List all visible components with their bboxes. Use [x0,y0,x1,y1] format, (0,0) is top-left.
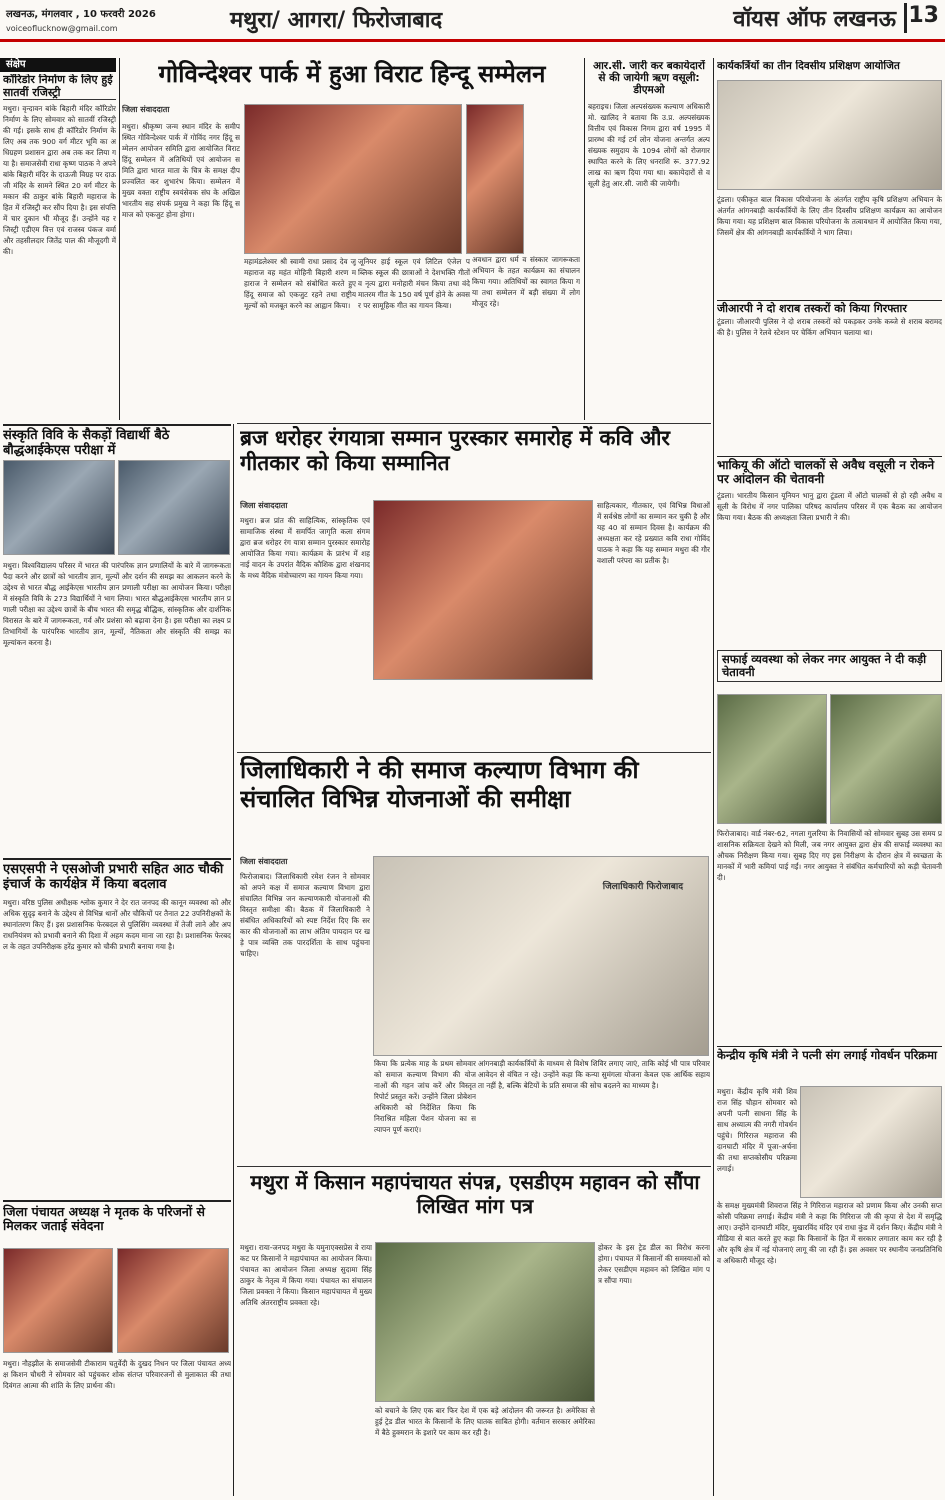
headline: जीआरपी ने दो शराब तस्करों को किया गिरफ्तार [717,300,942,316]
section-label: संक्षेप [0,58,116,72]
body: महामंडलेश्वर श्री स्वामी राधा प्रसाद देव जू महाराज वह महंत मोहिनी बिहारी शरण महाराज ने सम्मेलन को संबोधित करते हुए हिंदू समाज को एकजुट रहने तथा राष्ट्रीय मूल्यों को मजबूत करने का आह्वान किया। [244,257,356,310]
top-col4 [472,104,580,420]
body: फिरोजाबाद। जिलाधिकारी रमेश रंजन ने सोमवार को अपने कक्ष में समाज कल्याण विभाग द्वारा संचालित विभिन्न जन कल्याणकारी योजनाओं की विस्तृत समीक्षा की। बैठक में जिलाधिकारी ने संबंधित अधिकारियों को स्पष्ट निर्देश दिए कि सरकार की योजनाओं का लाभ अंतिम पायदान पर खड़े पात्र व्यक्ति तक पारदर्शिता के साथ पहुंचना चाहिए। [240,872,370,958]
body: बहराइच। जिला अल्पसंख्यक कल्याण अधिकारी मो. खालिद ने बताया कि उ.प्र. अल्पसंख्यक वित्तीय एवं विकास निगम द्वारा वर्ष 1995 में प्रारम्भ की गई टर्म लोन योजना अन्तर्गत अल्पसंख्यक समुदाय के 1094 लोगों को रोजगार स्थापित करने के लिए धनराशि रू. 377.92 लाख का ऋण दिया गया था। बकायेदारों से वसूली हेतु आर.सी. जारी की जायेगी। [588,102,710,189]
newspaper-brand: वॉयस ऑफ लखनऊ [733,3,907,33]
train-head [717,60,942,80]
dateline: लखनऊ, मंगलवार , 10 फरवरी 2026 [6,9,156,20]
kisan-col1 [240,1242,372,1496]
body: साहित्यकार, गीतकार, एवं विभिन्न विधाओं में सर्वश्रेष्ठ लोगों का सम्मान कर चुकी है और यह 40 वां सम्मान दिवस है। कार्यक्रम की अध्यक्षता कर रहे प्रख्यात कवि राधा गोविंद पाठक ने कहा कि यह सम्मान मथुरा की गौरवशाली परंपरा का प्रतीक है। [597,501,710,565]
govardhan-body [717,1086,797,1196]
body: मथुरा। केंद्रीय कृषि मंत्री शिवराज सिंह चौहान सोमवार को अपनी पत्नी साधना सिंह के साथ अध्यात्म की नगरी गोवर्धन पहुंचे। गिरिराज महाराज की दानघाटी मंदिर में पूजा-अर्चना की तथा सप्तकोसीय परिक्रमा लगाई। [717,1087,797,1173]
byline: जिला संवाददाता [122,105,170,114]
byline: जिला संवाददाता [240,501,288,510]
dm-col2 [240,1058,476,1163]
body: होकर के इस ट्रेड डील का विरोध करना होगा। पंचायत में किसानों की समस्याओं को लेकर एसडीएम महावन को लिखित मांग पत्र सौंपा गया। [598,1243,710,1285]
dm-col3 [478,1058,710,1163]
story-rc [588,60,710,420]
headline: आर.सी. जारी कर बकायेदारों से की जायेगी ऋण वसूली: डीएमओ [593,60,705,97]
kisan-col2 [375,1405,595,1496]
body: को बचाने के लिए एक बार फिर देश में एक बड़े आंदोलन की जरूरत है। अमेरिका से हुई ट्रेड डील भारत के किसानों के लिए घातक साबित होगी। वर्तमान सरकार अमेरिका में बैठे हुक्मरान के इशारे पर काम कर रही है। [375,1406,595,1437]
edition-cities: मथुरा/ आगरा/ फिरोजाबाद [230,8,443,33]
dm-head [240,756,710,856]
body: फिरोजाबाद। वार्ड नंबर-62, नगला गुलरिया के निवासियों को सोमवार सुबह उस समय प्रशासनिक सक्रियता देखने को मिली, जब नगर आयुक्त द्वारा क्षेत्र की सफाई व्यवस्था का औचक निरीक्षण किया गया। सुबह दिए गए इस निरीक्षण के दौरान क्षेत्र में स्वच्छता के मानकों में भारी कमियां पाई गईं। नगर आयुक्त ने संबंधित कर्मचारियों को कड़ी चेतावनी दी। [717,829,942,882]
body: मथुरा। राया-जनपद मथुरा के यमुनाएक्सप्रेस वे राया कट पर किसानों ने महापंचायत का आयोजन किया। पंचायत का आयोजन जिला अध्यक्ष सुदामा सिंह ठाकुर के नेतृत्व में किया गया। पंचायत का संचालन जिला प्रवक्ता ने किया। किसान महापंचायत में मुख्य अतिथि अंतरराष्ट्रीय प्रवक्ता रहे। [240,1243,372,1307]
braj-award-photo [373,500,593,680]
story-grp [717,300,942,452]
body: जूनियर हाई स्कूल एवं लिटिल एंजेल पब्लिक स्कूल की छात्राओं ने देशभक्ति गीतों व नृत्य द्वारा मनोहारी मंचन किया तथा वंदे मातरम गीत के 150 वर्ष पूर्ण होने के अवसर पर सामूहिक गीत का गायन किया। [358,257,470,310]
exam-hall-photo [3,460,115,555]
headline: केन्द्रीय कृषि मंत्री ने पत्नी संग लगाई गोवर्धन परिक्रमा [717,1046,942,1062]
top-col3 [358,256,470,421]
govardhan-head [717,1046,942,1086]
body: आंगनबाड़ी कार्यकर्त्रियों के माध्यम से विशेष शिविर लगाए जाएं, ताकि कोई भी पात्र परिवार आवेदन से वंचित न रहे। उन्होंने कहा कि कन्या सुमंगला योजना केवल एक आर्थिक सहायता नहीं है, बल्कि बेटियों के प्रति समाज की सोच बदलने का माध्यम है। [478,1059,710,1090]
body: मथुरा। ब्रज प्रांत की साहित्यिक, सांस्कृतिक एवं सामाजिक संस्था में समर्पित जागृति कला संगम द्वारा ब्रज धरोहर रंग यात्रा सम्मान पुरस्कार समारोह आयोजित किया गया। कार्यक्रम के प्रारंभ में शहनाई वादन के उपरांत वैदिक कौशिक द्वारा शंखनाद के मध्य वैदिक मंत्रोच्चारण का गायन किया गया। [240,516,370,580]
story-ssp [3,858,231,1188]
body: मथुरा। श्रीकृष्ण जन्म स्थान मंदिर के समीप स्थित गोविन्देश्वर पार्क में गोविंद नगर हिंदू सम्मेलन आयोजन समिति द्वारा आयोजित विराट हिंदू सम्मेलन में अतिथियों एवं आयोजन समिति द्वारा भारत माता के चित्र के समक्ष दीप प्रज्वलित कर शुभारंभ किया। सम्मेलन में मुख्य वक्ता राष्ट्रीय स्वयंसेवक संघ के अखिल भारतीय सह संपर्क प्रमुख ने कहा कि हिंदू समाज को एकजुट होना होगा। [122,122,240,219]
headline: कार्यकर्त्रियों का तीन दिवसीय प्रशिक्षण आयोजित [717,60,900,72]
train-body [717,194,942,299]
headline: जिलाधिकारी ने की समाज कल्याण विभाग की संचालित विभिन्न योजनाओं की समीक्षा [240,756,639,813]
training-photo [717,80,942,190]
story-panchayat-body [3,1358,231,1496]
inspection-photo [717,694,827,824]
dm-col1 [240,856,370,1066]
headline: ब्रज धरोहर रंगयात्रा सम्मान पुरस्कार समारोह में कवि और गीतकार को किया सम्मानित [240,426,671,476]
govardhan-cont [717,1200,942,1496]
body: किया कि प्रत्येक माह के प्रथम सोमवार को समाज कल्याण विभाग की योजनाओं की गहन जांच करें और विस्तृत रिपोर्ट प्रस्तुत करें। उन्होंने जिला प्रोबेशन अधिकारी को निर्देशित किया कि निराश्रित महिला पेंशन योजना का सत्यापन पूर्ण कराएं। [374,1059,476,1134]
body: मथुरा। वृन्दावन बांके बिहारी मंदिर कॉरिडोर निर्माण के लिए सोमवार को सातवीं रजिस्ट्री की गई। इसके साथ ही कॉरिडोर निर्माण के लिए अब तक 900 वर्ग मीटर भूमि का अधिग्रहण प्रशासन द्वारा अब तक कर लिया गया है। समाजसेवी राधा कृष्ण पाठक ने अपने बांके बिहारी मंदिर के दाऊजी विग्रह पर दाऊजी मंदिर के सामने स्थित 20 वर्ग मीटर के मकान की ठाकुर बांके बिहारी महाराज के हित में रजिस्ट्री कर सौंप दिया है। इस संपत्ति में चार दुकान भी मौजूद हैं। उन्होंने यह रजिस्ट्री एडीएम वित्त एवं राजस्व पंकज वर्मा और तहसीलदार जितेंद्र पाल की मौजूदगी में की। [3,104,116,257]
top-col1 [122,104,240,419]
top-col2 [244,256,356,421]
email: voiceoflucknow@gmail.com [6,24,118,33]
braj-col1 [240,500,370,650]
story-corridor [3,74,116,420]
story-bku [717,456,942,644]
headline: भाकियू की ऑटो चालकों से अवैध वसूली न रोकने पर आंदोलन की चेतावनी [717,456,942,487]
body: टूंडला। जीआरपी पुलिस ने दो शराब तस्करों को पकड़कर उनके कब्जे से शराब बरामद की है। पुलिस ने रेलवे स्टेशन पर चेकिंग अभियान चलाया था। [717,316,942,337]
braj-col3 [597,500,710,750]
top-headline-wrap [122,60,582,100]
headline: संस्कृति विवि के सैकड़ों विद्यार्थी बैठे बौद्धआईकेएस परीक्षा में [3,424,231,459]
parikrama-photo [800,1086,942,1198]
kisan-col3 [598,1242,710,1496]
body: अवधान द्वारा धर्म व संस्कार जागरूकता अभियान के तहत कार्यक्रम का संचालन किया गया। अतिथियों का स्वागत किया गया तथा सम्मेलन में बड़ी संख्या में लोग मौजूद रहे। [472,255,580,308]
body: टूंडला। एकीकृत बाल विकास परियोजना के अंतर्गत राष्ट्रीय कृषि प्रशिक्षण अभियान के अंतर्गत आंगनबाड़ी कार्यकर्त्रियों के लिए तीन दिवसीय प्रशिक्षण कार्यक्रम का आयोजन किया गया। यह प्रशिक्षण बाल विकास परियोजना के तत्वावधान में आयोजित किया गया, जिसमें क्षेत्र की आंगनबाड़ी कार्यकर्त्रियों ने भाग लिया। [717,195,942,237]
kisan-head [240,1170,710,1240]
body: के समक्ष मुख्यमंत्री शिवराज सिंह ने गिरिराज महाराज को प्रणाम किया और उनकी सप्तकोसी परिक्रमा लगाई। केंद्रीय मंत्री ने कहा कि गिरिराज जी की कृपा से देश में समृद्धि आए। उन्होंने दानघाटी मंदिर, मुखारविंद मंदिर एवं राधा कुंड में दर्शन किए। केंद्रीय मंत्री ने मीडिया से बात करते हुए कहा कि किसानों के हित में सरकार लगातार काम कर रही है और कृषि क्षेत्र में नई योजनाएं लागू की जा रही हैं। इस अवसर पर स्थानीय जनप्रतिनिधि व अधिकारी मौजूद रहे। [717,1201,942,1265]
body: मथुरा। विश्वविद्यालय परिसर में भारत की पारंपरिक ज्ञान प्रणालियों के बारे में जागरूकता पैदा करने और छात्रों को भारतीय ज्ञान, मूल्यों और दर्शन की समझ का आकलन करने के उद्देश्य से भारत बौद्ध आईकेएस भारतीय ज्ञान प्रणाली परीक्षा का आयोजन किया। परीक्षा में संस्कृति विवि के 273 विद्यार्थियों ने भाग लिया। भारत बौद्धआईकेएस भारतीय ज्ञान प्रणाली परीक्षा का उद्देश्य छात्रों के बीच भारत की समृद्ध बौद्धिक, सांस्कृतिक और दार्शनिक विरासत के बारे में जागरूकता, गर्व और प्रशंसा को बढ़ावा देना है। इस परीक्षा का लक्ष्य प्रतिभागियों के पारंपरिक भारतीय ज्ञान, मूल्यों, नैतिकता और संस्कृति की समझ का मूल्यांकन करना है। [3,561,231,647]
story-sanskriti-body [3,560,231,855]
mahapanchayat-photo [375,1242,595,1402]
braj-head [240,426,710,496]
sammelan-stage-photo [244,104,462,254]
body: मथुरा। नौहझील के समाजसेवी टीकाराम चतुर्वेदी के दुखद निधन पर जिला पंचायत अध्यक्ष किशन चौधरी ने सोमवार को पहुंचकर शोक संतप्त परिवारजनों से मुलाकात की तथा दिवंगत आत्मा की शांति के लिए प्रार्थना की। [3,1359,231,1390]
top-headline: गोविन्देश्वर पार्क में हुआ विराट हिन्दू सम्मेलन [158,60,546,88]
body: टूंडला। भारतीय किसान यूनियन भानु द्वारा टूंडला में ऑटो चालकों से हो रही अवैध वसूली के विरोध में नगर पालिका परिषद कार्यालय परिसर में एक बैठक का आयोजन किया गया। बैठक की अध्यक्षता जिला प्रभारी ने की। [717,490,942,522]
exam-hall-photo-2 [118,460,230,555]
headline: मथुरा में किसान महापंचायत संपन्न, एसडीएम महावन को सौंपा लिखित मांग पत्र [250,1170,700,1218]
masthead [0,0,945,42]
inspection-photo-2 [830,694,942,824]
condolence-photo-2 [117,1248,229,1353]
condolence-photo [3,1248,113,1353]
page-number: 13 [908,3,939,28]
story-clean-head [717,650,942,690]
clean-body [717,828,942,1040]
headline: कॉरिडोर निर्माण के लिए हुई सातवीं रजिस्ट्री [3,74,116,100]
byline: जिला संवाददाता [240,857,288,866]
headline: जिला पंचायत अध्यक्ष ने मृतक के परिजनों से मिलकर जताई संवेदना [3,1200,231,1234]
headline: एसएसपी ने एसओजी प्रभारी सहित आठ चौकी इंचार्ज के कार्यक्षेत्र में किया बदलाव [3,858,231,893]
body: मथुरा। वरिष्ठ पुलिस अधीक्षक श्लोक कुमार ने देर रात जनपद की कानून व्यवस्था को और अधिक सुदृढ़ बनाने के उद्देश्य से विभिन्न थानों और चौकियों पर तैनात 22 उपनिरीक्षकों के स्थानांतरण किए हैं। इस प्रशासनिक फेरबदल से पुलिसिंग व्यवस्था में तेजी लाने और अपराधनियंत्रण को प्रभावी बनाने की दिशा में अहम कदम माना जा रहा है। प्रशासनिक फेरबदल के तहत उपनिरीक्षक हरेंद्र कुमार को चौकी प्रभारी बनाया गया है। [3,897,231,951]
photo-caption-text: जिलाधिकारी फिरोजाबाद [602,882,683,892]
dm-meeting-photo [373,856,709,1056]
headline: सफाई व्यवस्था को लेकर नगर आयुक्त ने दी कड़ी चेतावनी [717,650,942,682]
